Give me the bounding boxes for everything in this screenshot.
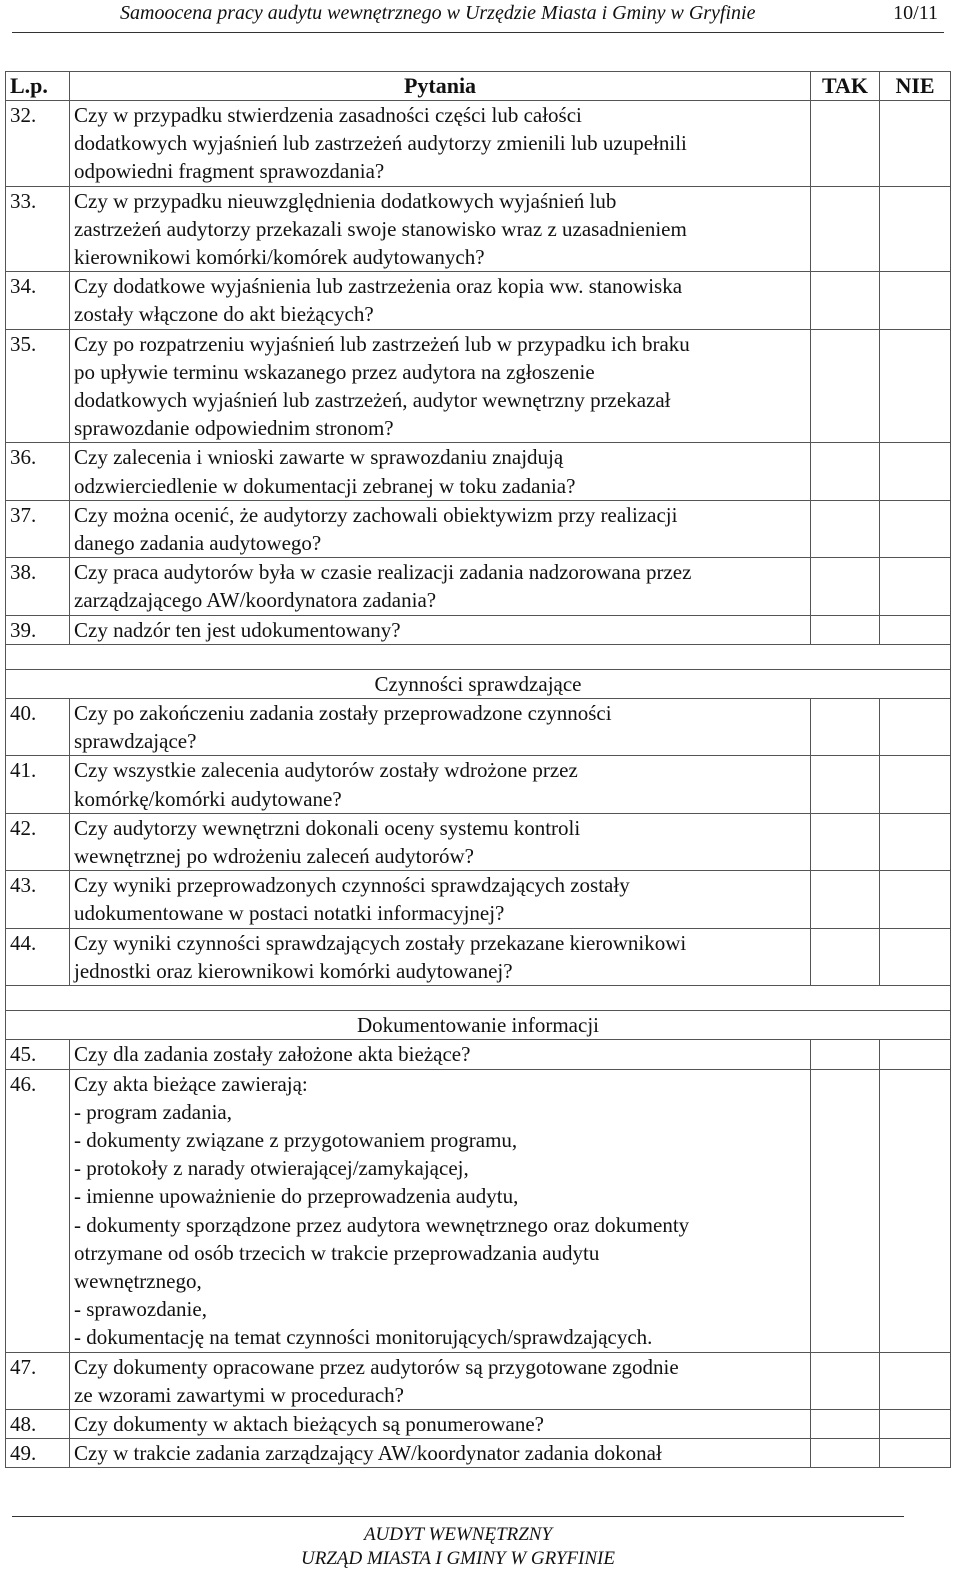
- question-text-line: dodatkowych wyjaśnień lub zastrzeżeń, audytor wewnętrzny przekazał: [74, 388, 671, 413]
- question-row: [6, 1439, 951, 1468]
- question-row: [6, 813, 951, 870]
- answer-tak-cell[interactable]: [811, 1040, 880, 1069]
- question-number: 43.: [6, 871, 70, 928]
- question-text-line: Czy po rozpatrzeniu wyjaśnień lub zastrzeżeń lub w przypadku ich braku: [74, 331, 690, 356]
- spacer-row: [6, 986, 951, 1011]
- question-row: [6, 699, 951, 756]
- spacer-row: [6, 644, 951, 669]
- footer-line-2: URZĄD MIASTA I GMINY W GRYFINIE: [300, 1548, 615, 1569]
- question-text-line: kierownikowi komórki/komórek audytowanych?: [74, 245, 485, 270]
- answer-nie-cell[interactable]: [880, 500, 951, 557]
- answer-nie-cell[interactable]: [880, 1352, 951, 1409]
- question-text: [70, 1040, 811, 1069]
- spacer-cell: [6, 986, 951, 1011]
- section-heading-dokumentowanie: Dokumentowanie informacji: [6, 1011, 951, 1040]
- question-number: 37.: [6, 500, 70, 557]
- answer-tak-cell[interactable]: [811, 101, 880, 187]
- question-text-line: - imienne upoważnienie do przeprowadzenia audytu,: [74, 1184, 519, 1209]
- question-text: [70, 186, 811, 272]
- question-number: 49.: [6, 1439, 70, 1468]
- answer-tak-cell[interactable]: [811, 272, 880, 329]
- question-text: [70, 272, 811, 329]
- question-text-line: - sprawozdanie,: [74, 1297, 207, 1322]
- question-text-line: Czy w przypadku nieuwzględnienia dodatkowych wyjaśnień lub: [74, 188, 617, 213]
- question-number: 32.: [6, 101, 70, 187]
- answer-tak-cell[interactable]: [811, 615, 880, 644]
- question-text-line: Czy praca audytorów była w czasie realizacji zadania nadzorowana przez: [74, 560, 692, 585]
- question-number: 33.: [6, 186, 70, 272]
- column-header-lp: L.p.: [6, 72, 70, 101]
- question-text-line: wewnętrznej po wdrożeniu zaleceń audytorów?: [74, 844, 474, 869]
- answer-tak-cell[interactable]: [811, 1069, 880, 1352]
- answer-nie-cell[interactable]: [880, 813, 951, 870]
- question-row: [6, 443, 951, 500]
- question-number: 48.: [6, 1409, 70, 1438]
- page-header: [12, 0, 944, 33]
- question-text-line: Czy wszystkie zalecenia audytorów zostały wdrożone przez: [74, 758, 578, 783]
- question-number: 39.: [6, 615, 70, 644]
- question-text-line: komórkę/komórki audytowane?: [74, 786, 342, 811]
- question-text: [70, 1069, 811, 1352]
- answer-tak-cell[interactable]: [811, 500, 880, 557]
- question-text-line: jednostki oraz kierownikowi komórki audytowanej?: [74, 958, 513, 983]
- question-text: [70, 813, 811, 870]
- question-text-line: Czy zalecenia i wnioski zawarte w sprawozdaniu znajdują: [74, 445, 564, 470]
- questions-table: [5, 71, 951, 1468]
- answer-nie-cell[interactable]: [880, 272, 951, 329]
- question-number: 35.: [6, 329, 70, 443]
- question-text: [70, 699, 811, 756]
- answer-tak-cell[interactable]: [811, 329, 880, 443]
- question-row: [6, 1069, 951, 1352]
- question-text: [70, 558, 811, 615]
- answer-nie-cell[interactable]: [880, 186, 951, 272]
- section-heading-czynnosci: Czynności sprawdzające: [6, 669, 951, 698]
- question-text-line: Czy dla zadania zostały założone akta bieżące?: [74, 1042, 471, 1067]
- footer-line-1: AUDYT WEWNĘTRZNY: [363, 1524, 553, 1545]
- question-text-line: Czy w trakcie zadania zarządzający AW/koordynator zadania dokonał: [74, 1441, 662, 1466]
- question-number: 42.: [6, 813, 70, 870]
- answer-tak-cell[interactable]: [811, 443, 880, 500]
- answer-tak-cell[interactable]: [811, 928, 880, 985]
- answer-nie-cell[interactable]: [880, 101, 951, 187]
- question-number: 38.: [6, 558, 70, 615]
- question-row: [6, 272, 951, 329]
- answer-tak-cell[interactable]: [811, 1439, 880, 1468]
- question-text: [70, 101, 811, 187]
- question-row: [6, 1040, 951, 1069]
- questions-body: [6, 101, 951, 1468]
- question-text: [70, 871, 811, 928]
- question-text-line: - program zadania,: [74, 1099, 233, 1124]
- question-text-line: dodatkowych wyjaśnień lub zastrzeżeń audytorzy zmienili lub uzupełnili: [74, 131, 687, 156]
- question-text-line: udokumentowane w postaci notatki informacyjnej?: [74, 901, 505, 926]
- question-number: 36.: [6, 443, 70, 500]
- answer-nie-cell[interactable]: [880, 756, 951, 813]
- answer-nie-cell[interactable]: [880, 699, 951, 756]
- column-header-nie: NIE: [880, 72, 951, 101]
- answer-nie-cell[interactable]: [880, 1439, 951, 1468]
- question-number: 40.: [6, 699, 70, 756]
- question-text-line: zostały włączone do akt bieżących?: [74, 302, 374, 327]
- answer-nie-cell[interactable]: [880, 558, 951, 615]
- page-number: 10/11: [893, 2, 938, 24]
- question-text-line: wewnętrznego,: [74, 1268, 202, 1293]
- question-text-line: zastrzeżeń audytorzy przekazali swoje stanowisko wraz z uzasadnieniem: [74, 216, 687, 241]
- question-text-line: Czy dokumenty opracowane przez audytorów są przygotowane zgodnie: [74, 1354, 679, 1379]
- question-text-line: zarządzającego AW/koordynatora zadania?: [74, 588, 437, 613]
- answer-tak-cell[interactable]: [811, 1352, 880, 1409]
- question-number: 47.: [6, 1352, 70, 1409]
- question-text-line: odpowiedni fragment sprawozdania?: [74, 159, 385, 184]
- question-text: [70, 500, 811, 557]
- section-row: [6, 1011, 951, 1040]
- question-text-line: odzwierciedlenie w dokumentacji zebranej w toku zadania?: [74, 473, 576, 498]
- table-header-row: [6, 72, 951, 101]
- question-number: 34.: [6, 272, 70, 329]
- question-row: [6, 871, 951, 928]
- column-header-tak: TAK: [811, 72, 880, 101]
- question-text: [70, 756, 811, 813]
- answer-tak-cell[interactable]: [811, 1409, 880, 1438]
- question-row: [6, 928, 951, 985]
- question-row: [6, 756, 951, 813]
- answer-nie-cell[interactable]: [880, 1409, 951, 1438]
- question-text-line: - dokumenty związane z przygotowaniem programu,: [74, 1127, 518, 1152]
- document-title: Samoocena pracy audytu wewnętrznego w Urzędzie Miasta i Gminy w Gryfinie: [120, 2, 756, 24]
- question-text-line: Czy akta bieżące zawierają:: [74, 1071, 308, 1096]
- question-row: [6, 1352, 951, 1409]
- question-text: [70, 329, 811, 443]
- question-text-line: po upływie terminu wskazanego przez audytora na zgłoszenie: [74, 359, 595, 384]
- question-row: [6, 500, 951, 557]
- answer-nie-cell[interactable]: [880, 871, 951, 928]
- column-header-pytania: Pytania: [70, 72, 811, 101]
- question-text-line: Czy audytorzy wewnętrzni dokonali oceny systemu kontroli: [74, 815, 581, 840]
- question-row: [6, 1409, 951, 1438]
- question-text-line: sprawdzające?: [74, 729, 197, 754]
- question-row: [6, 186, 951, 272]
- answer-tak-cell[interactable]: [811, 699, 880, 756]
- answer-nie-cell[interactable]: [880, 443, 951, 500]
- answer-nie-cell[interactable]: [880, 1040, 951, 1069]
- question-text-line: Czy wyniki przeprowadzonych czynności sprawdzających zostały: [74, 873, 630, 898]
- question-row: [6, 101, 951, 187]
- question-row: [6, 615, 951, 644]
- question-number: 41.: [6, 756, 70, 813]
- question-text-line: Czy dokumenty w aktach bieżących są ponumerowane?: [74, 1411, 544, 1436]
- question-text-line: danego zadania audytowego?: [74, 531, 322, 556]
- answer-tak-cell[interactable]: [811, 558, 880, 615]
- question-text-line: otrzymane od osób trzecich w trakcie przeprowadzania audytu: [74, 1240, 600, 1265]
- question-text: [70, 1439, 811, 1468]
- question-text: [70, 1409, 811, 1438]
- question-text: [70, 1352, 811, 1409]
- question-text-line: Czy można ocenić, że audytorzy zachowali obiektywizm przy realizacji: [74, 502, 678, 527]
- answer-nie-cell[interactable]: [880, 1069, 951, 1352]
- question-text-line: Czy nadzór ten jest udokumentowany?: [74, 617, 401, 642]
- question-text-line: - dokumenty sporządzone przez audytora wewnętrznego oraz dokumenty: [74, 1212, 690, 1237]
- answer-nie-cell[interactable]: [880, 329, 951, 443]
- question-row: [6, 329, 951, 443]
- spacer-cell: [6, 644, 951, 669]
- question-text-line: Czy w przypadku stwierdzenia zasadności części lub całości: [74, 103, 582, 127]
- question-row: [6, 558, 951, 615]
- question-text-line: sprawozdanie odpowiednim stronom?: [74, 416, 394, 441]
- question-text-line: Czy wyniki czynności sprawdzających zostały przekazane kierownikowi: [74, 930, 687, 955]
- question-text-line: ze wzorami zawartymi w procedurach?: [74, 1382, 404, 1407]
- answer-tak-cell[interactable]: [811, 871, 880, 928]
- answer-tak-cell[interactable]: [811, 813, 880, 870]
- answer-tak-cell[interactable]: [811, 186, 880, 272]
- question-text-line: - dokumentację na temat czynności monitorujących/sprawdzających.: [74, 1325, 653, 1350]
- question-text: [70, 443, 811, 500]
- answer-nie-cell[interactable]: [880, 928, 951, 985]
- question-text: [70, 615, 811, 644]
- answer-nie-cell[interactable]: [880, 615, 951, 644]
- question-number: 46.: [6, 1069, 70, 1352]
- question-text: [70, 928, 811, 985]
- question-number: 45.: [6, 1040, 70, 1069]
- question-text-line: Czy po zakończeniu zadania zostały przeprowadzone czynności: [74, 701, 612, 726]
- page-footer: [12, 1516, 904, 1571]
- question-text-line: Czy dodatkowe wyjaśnienia lub zastrzeżenia oraz kopia ww. stanowiska: [74, 274, 683, 299]
- section-row: [6, 669, 951, 698]
- answer-tak-cell[interactable]: [811, 756, 880, 813]
- question-number: 44.: [6, 928, 70, 985]
- question-text-line: - protokoły z narady otwierającej/zamykającej,: [74, 1156, 469, 1181]
